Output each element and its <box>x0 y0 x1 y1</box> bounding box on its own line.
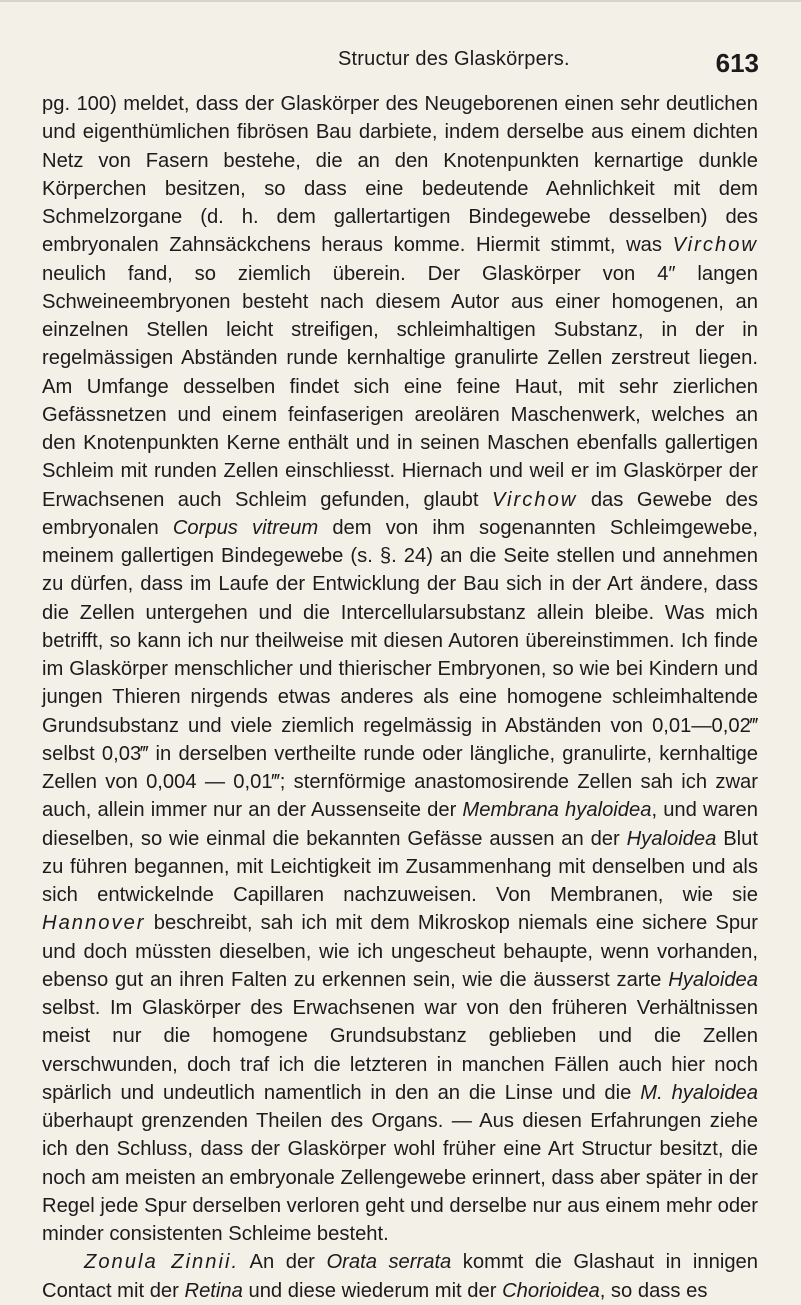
author-name-virchow: Virchow <box>672 234 758 257</box>
text-run: überhaupt grenzenden Theilen des Organs. — Aus diesen Erfahrungen ziehe ich den Schluss, dass der Glaskörper wohl früher eine Art Structur besitzt, die noch am meisten an embryonale Zellengewebe erinnert, dass aber später in der Regel jede Spur derselben verloren geht und derselbe nur aus einem mehr oder minder consistenten Schleime besteht. <box>42 1110 758 1245</box>
text-run: , und waren dieselben, so wie einmal die bekannten Gefässe aussen an der <box>42 799 758 850</box>
paragraph-zonula-zinnii <box>42 1248 758 1305</box>
latin-term: Orata serrata <box>326 1251 452 1274</box>
text-run: kommt die Glashaut in innigen Contact mit der <box>42 1251 759 1302</box>
text-run: pg. 100) meldet, dass der Glaskörper des Neugeborenen einen sehr deutlichen und eigenthümlichen fibrösen Bau darbiete, indem derselbe aus einem dichten Netz von Fasern bestehe, die an den Knotenpunkten kernartige dunkle Körperchen besitzen, so dass eine bedeutende Aehnlichkeit mit dem Schmelzorgane (d. h. dem gallertartigen Bindegewebe desselben) des embryonalen Zahnsäckchens heraus komme. Hiermit stimmt, was <box>42 93 758 257</box>
page-number: 613 <box>715 48 759 78</box>
latin-term: Hyaloidea <box>626 827 717 850</box>
running-title: Structur des Glaskörpers. <box>338 48 570 70</box>
latin-term: Chorioidea <box>502 1279 600 1302</box>
page-edge <box>0 0 801 2</box>
latin-term: Corpus vitreum <box>172 516 319 539</box>
author-name-hannover: Hannover <box>42 912 146 935</box>
body-text <box>42 90 758 1305</box>
text-run: selbst. Im Glaskörper des Erwachsenen war von den früheren Verhältnissen meist nur die homogene Grundsubstanz geblieben und die Zellen verschwunden, doch traf ich die letzteren in manchen Fällen auch hier noch spärlich und undeutlich namentlich in den an die Linse und die <box>42 997 758 1104</box>
latin-term: Membrana hyaloidea <box>462 799 652 822</box>
text-run: dem von ihm sogenannten Schleimgewebe, meinem gallertigen Bindegewebe (s. §. 24) an die Seite stellen und annehmen zu dürfen, dass im Laufe der Entwicklung der Bau sich in der Art ändere, dass die Zellen untergehen und die Intercellularsubstanz allein bleibe. Was mich betrifft, so kann ich nur theilweise mit diesen Autoren übereinstimmen. Ich finde im Glaskörper menschlicher und thierischer Embryonen, so wie bei Kindern und jungen Thieren nirgends etwas anderes als eine homogene schleimhaltende Grundsubstanz und viele ziemlich regelmässig in Abständen von 0,01—0,02‴ selbst 0,03‴ in derselben vertheilte runde oder längliche, granulirte, kernhaltige Zellen von 0,004 — 0,01‴; sternförmige anastomosirende Zellen sah ich zwar auch, allein immer nur an der Aussenseite der <box>42 516 758 822</box>
latin-term: M. hyaloidea <box>640 1081 758 1104</box>
section-heading-inline: Zonula Zinnii. <box>84 1251 240 1274</box>
latin-term: Retina <box>184 1279 243 1302</box>
text-run: das Gewebe des embryonalen <box>42 488 758 539</box>
text-run: beschreibt, sah ich mit dem Mikroskop niemals eine sichere Spur und doch müssten dieselben, wie ich ungescheut behaupte, wenn vorhanden, ebenso gut an ihren Falten zu erkennen sein, wie die äusserst zarte <box>42 912 758 991</box>
page-header <box>0 48 801 88</box>
text-run: An der <box>239 1251 327 1274</box>
author-name-virchow: Virchow <box>491 488 578 511</box>
text-run: , so dass es <box>599 1279 708 1302</box>
text-run: Blut zu führen begannen, mit Leichtigkeit im Zusammenhang mit denselben und als sich entwickelnde Capillaren nachzuweisen. Von Membranen, wie sie <box>42 827 758 906</box>
text-run: und diese wiederum mit der <box>242 1279 503 1302</box>
text-run: neulich fand, so ziemlich überein. Der Glaskörper von 4″ langen Schweineembryonen besteht nach diesem Autor aus einer homogenen, an einzelnen Stellen leicht streifigen, schleimhaltigen Substanz, in der in regelmässigen Abständen runde kernhaltige granulirte Zellen zerstreut liegen. Am Umfange desselben findet sich eine feine Haut, mit sehr zierlichen Gefässnetzen und einem feinfaserigen areolären Maschenwerk, welches an den Knotenpunkten Kerne enthält und in seinen Maschen ebenfalls gallertigen Schleim mit runden Zellen einschliesst. Hiernach und weil er im Glaskörper der Erwachsenen auch Schleim gefunden, glaubt <box>42 262 758 511</box>
latin-term: Hyaloidea <box>668 968 758 991</box>
paragraph-glaskoerper-structure <box>42 90 758 1248</box>
